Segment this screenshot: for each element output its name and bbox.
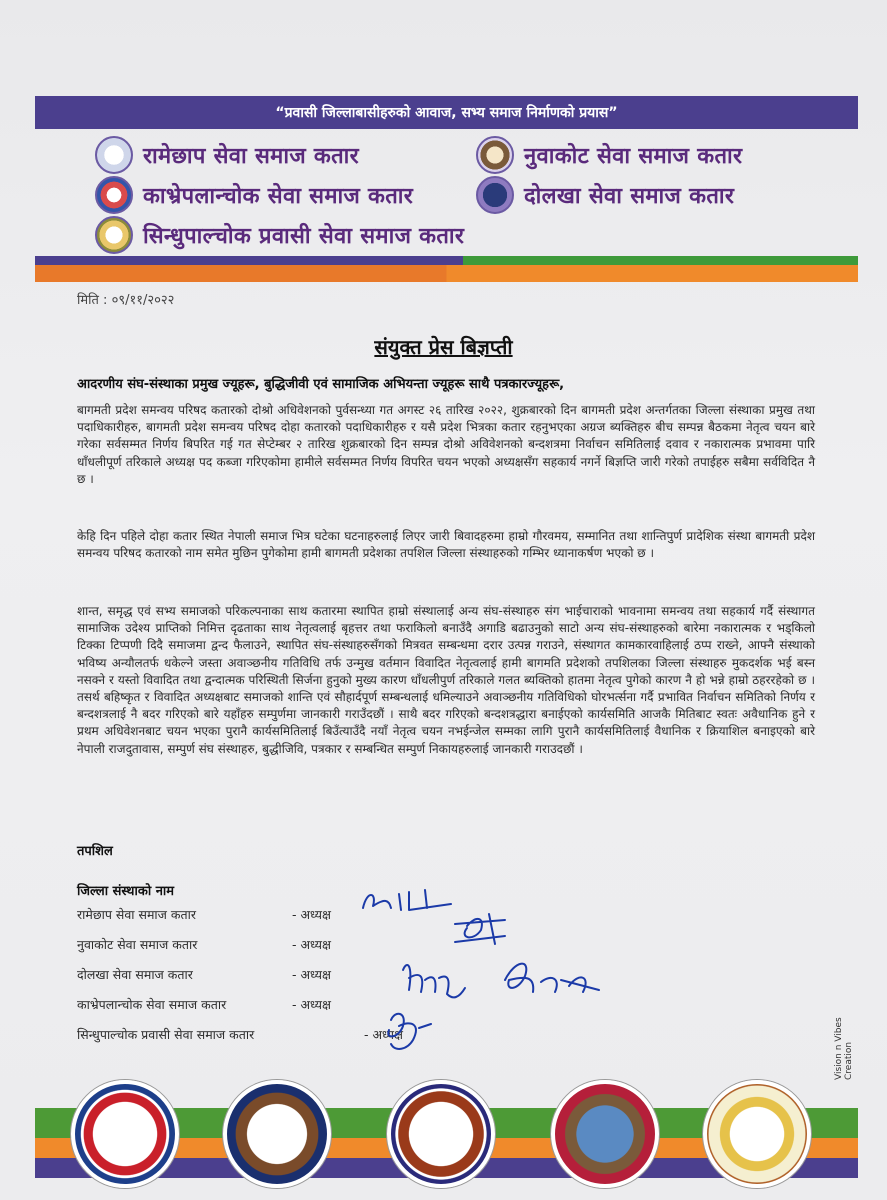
org-nuwakot xyxy=(476,136,742,174)
dolakha-seal-icon xyxy=(551,1080,659,1188)
list-item-name: नुवाकोट सेवा समाज कतार xyxy=(77,937,198,952)
dolakha-logo-icon xyxy=(476,176,514,214)
sindhupalchok-seal-icon xyxy=(703,1080,811,1188)
org-name: काभ्रेपलान्चोक सेवा समाज कतार xyxy=(143,183,414,209)
org-dolakha xyxy=(476,176,734,214)
kavrepalanchok-seal-icon xyxy=(387,1080,495,1188)
org-name: रामेछाप सेवा समाज कतार xyxy=(143,143,359,169)
slogan-text: “प्रवासी जिल्लाबासीहरुको आवाज, सभ्य समाज निर्माणको प्रयास” xyxy=(275,105,618,121)
org-sindhupalchok xyxy=(95,216,464,254)
list-item xyxy=(77,996,331,1013)
paragraph-3: शान्त, समृद्ध एवं सभ्य समाजको परिकल्पनाका साथ कतारमा स्थापित हाम्रो संस्थालाई अन्य संघ-संस्थाहरु संग भाईचाराको भावनामा समन्वय तथा सहकार्य गर्दै संस्थागत सामाजिक उदेश्य प्राप्तिको निमित्त दृढताका साथ नेतृत्वलाई बृहत्तर तथा फराकिलो बनाउँदै अगाडि बढाउनुको साटो अन्य संघ-संस्थाहरुको बारेमा नकारात्मक र भड्किलो टिक्का टिप्पणी दिदै समाजमा द्वन्द फैलाउने, स्थापित संघ-संस्थाहरुसँगको मित्रवत सम्बन्धमा दरार उत्पन्न गराउने, संस्थागत कामकारवाहिलाई ठप्प राख्ने, आफ्नै संस्थाको भविष्य अन्यौलतर्फ धकेल्ने जस्ता अवाञ्छनीय गतिविधि तर्फ उन्मुख वर्तमान विवादित नेतृत्वलाई हामी बागमति प्रदेशको तपशिलका जिल्ला संस्थाहरु मुकदर्शक भई बस्न नसक्ने र यस्तो विवादित तथा द्वन्दात्मक परिस्थिती सिर्जना हुनुको मुख्य कारण धाँधलीपुर्ण तरिकाले गलत ब्यक्तिको हातमा नेतृत्व पुगेको कारण नै हो भन्ने हाम्रो ठहररहेको छ । तसर्थ बहिष्कृत र विवादित अध्यक्षबाट समाजको शान्ति एवं सौहार्दपूर्ण सम्बन्धलाई धमिल्याउने अवाञ्छनीय गतिविधिको घोरभर्त्सना गर्दै प्रभावित निर्वाचन समितिको निर्णय र बन्दशत्रलाई नै बदर गरिएको बारे यहाँहरु सम्पुर्णमा जानकारी गराउँदछौं । साथै बदर गरिएको बन्दशत्रद्धारा बनाईएको कार्यसमिति आजकै मितिबाट स्वतः अवैधानिक हुने र प्रथम अधिवेशनबाट चयन भएका पुरानै कार्यसमितिलाई बिउँत्याउँदै नयाँ नेतृत्व चयन नभईन्जेल सम्मका लागि पुरानै कार्यसमितिलाई वैधानिक र क्रियाशिल बनाइएको बारे नेपाली राजदुतावास, सम्पुर्ण संघ संस्थाहरु, बुद्धीजिवि, पत्रकार र सम्बन्धित सम्पुर्ण निकायहरुलाई जानकारी गराउदछौं । xyxy=(77,604,815,756)
org-name: सिन्धुपाल्चोक प्रवासी सेवा समाज कतार xyxy=(143,223,465,249)
list-item-name: रामेछाप सेवा समाज कतार xyxy=(77,907,196,922)
ramechhap-logo-icon xyxy=(95,136,133,174)
org-ramechhap xyxy=(95,136,359,174)
list-header: जिल्ला संस्थाको नाम xyxy=(77,884,175,899)
list-item-name: काभ्रेपलान्चोक सेवा समाज कतार xyxy=(77,997,227,1012)
list-item xyxy=(77,906,331,923)
org-name: नुवाकोट सेवा समाज कतार xyxy=(524,143,743,169)
signature-4 xyxy=(505,964,599,992)
signature-2 xyxy=(455,914,505,944)
list-item-role: - अध्यक्ष xyxy=(292,967,331,982)
signatures xyxy=(355,880,615,1070)
nuwakot-logo-icon xyxy=(476,136,514,174)
title-text: संयुक्त प्रेस बिज्ञप्ती xyxy=(374,335,513,359)
kavrepalanchok-logo-icon xyxy=(95,176,133,214)
designer-credit: Vision n Vibes Creation xyxy=(834,1017,854,1080)
paragraph-1: बागमती प्रदेश समन्वय परिषद कतारको दोश्रो अधिवेशनको पुर्वसन्ध्या गत अगस्ट २६ तारिख २०२२, शुक्रबारको दिन बागमती प्रदेश अन्तर्गतका जिल्ला संस्थाका प्रमुख तथा पदाधिकारीहरु, बागमती प्रदेश समन्वय परिषद दोहा कतारको पदाधिकारीहरु र यसै प्रदेश भित्रका कतार रहनुभएका अग्रज ब्यक्तिहरु बीच सम्पन्न बैठकमा नेतृत्व चयन बारे गरेका सर्वसम्मत निर्णय बिपरित गई गत सेप्टेम्बर २ तारिख शुक्रबारको दिन सम्पन्न दोश्रो अविवेशनको बन्दशत्रमा निर्वाचन समितिलाई दवाव र नकारात्मक प्रभावमा पारि धाँधलीपूर्ण तरिकाले अध्यक्ष पद कब्जा गरिएकोमा हामीले सर्वसम्मत निर्णय विपरित चयन भएको अध्यक्षसँग सहकार्य नगर्ने बिज्ञप्ति जारी गरेको तपाईहरु सबैमा सर्वविदित नै छ । xyxy=(77,403,815,486)
date-line: मिति : ०९/११/२०२२ xyxy=(77,293,175,308)
signature-5 xyxy=(388,1014,431,1049)
list-item xyxy=(77,1026,403,1043)
list-item-role: - अध्यक्ष xyxy=(292,997,331,1012)
signature-3 xyxy=(403,965,465,997)
footer-seals xyxy=(35,1080,858,1185)
list-item xyxy=(77,936,331,953)
header-color-band xyxy=(35,256,858,282)
paragraph-2: केहि दिन पहिले दोहा कतार स्थित नेपाली समाज भित्र घटेका घटनाहरुलाई लिएर जारी बिवादहरुमा हाम्रो गौरवमय, सम्मानित तथा शान्तिपुर्ण प्रादेशिक संस्था बागमती प्रदेश समन्वय परिषद कतारको नाम समेत मुछिन पुगेकोमा हामी बागमती प्रदेशका तपशिल जिल्ला संस्थाहरुको गम्भिर ध्यानाकर्षण भएको छ । xyxy=(77,529,815,561)
list-item-name: दोलखा सेवा समाज कतार xyxy=(77,967,193,982)
org-kavrepalanchok xyxy=(95,176,413,214)
nuwakot-seal-icon xyxy=(223,1080,331,1188)
band-orange xyxy=(35,265,858,282)
list-item-name: सिन्धुपाल्चोक प्रवासी सेवा समाज कतार xyxy=(77,1027,255,1042)
ramechhap-seal-icon xyxy=(71,1080,179,1188)
salutation: आदरणीय संघ-संस्थाका प्रमुख ज्यूहरू, बुद्धिजीवी एवं सामाजिक अभियन्ता ज्यूहरू साथै पत्रकारज्यूहरू, xyxy=(77,377,565,392)
org-name: दोलखा सेवा समाज कतार xyxy=(524,183,735,209)
signature-1 xyxy=(363,890,451,910)
slogan-banner xyxy=(35,96,858,129)
list-item-role: - अध्यक्ष xyxy=(364,1027,403,1042)
list-item xyxy=(77,966,331,983)
tapasil-heading: तपशिल xyxy=(77,844,113,859)
list-item-role: - अध्यक्ष xyxy=(292,937,331,952)
list-item-role: - अध्यक्ष xyxy=(292,907,331,922)
band-purple-green xyxy=(35,256,858,265)
document-title xyxy=(0,333,887,360)
sindhupalchok-logo-icon xyxy=(95,216,133,254)
